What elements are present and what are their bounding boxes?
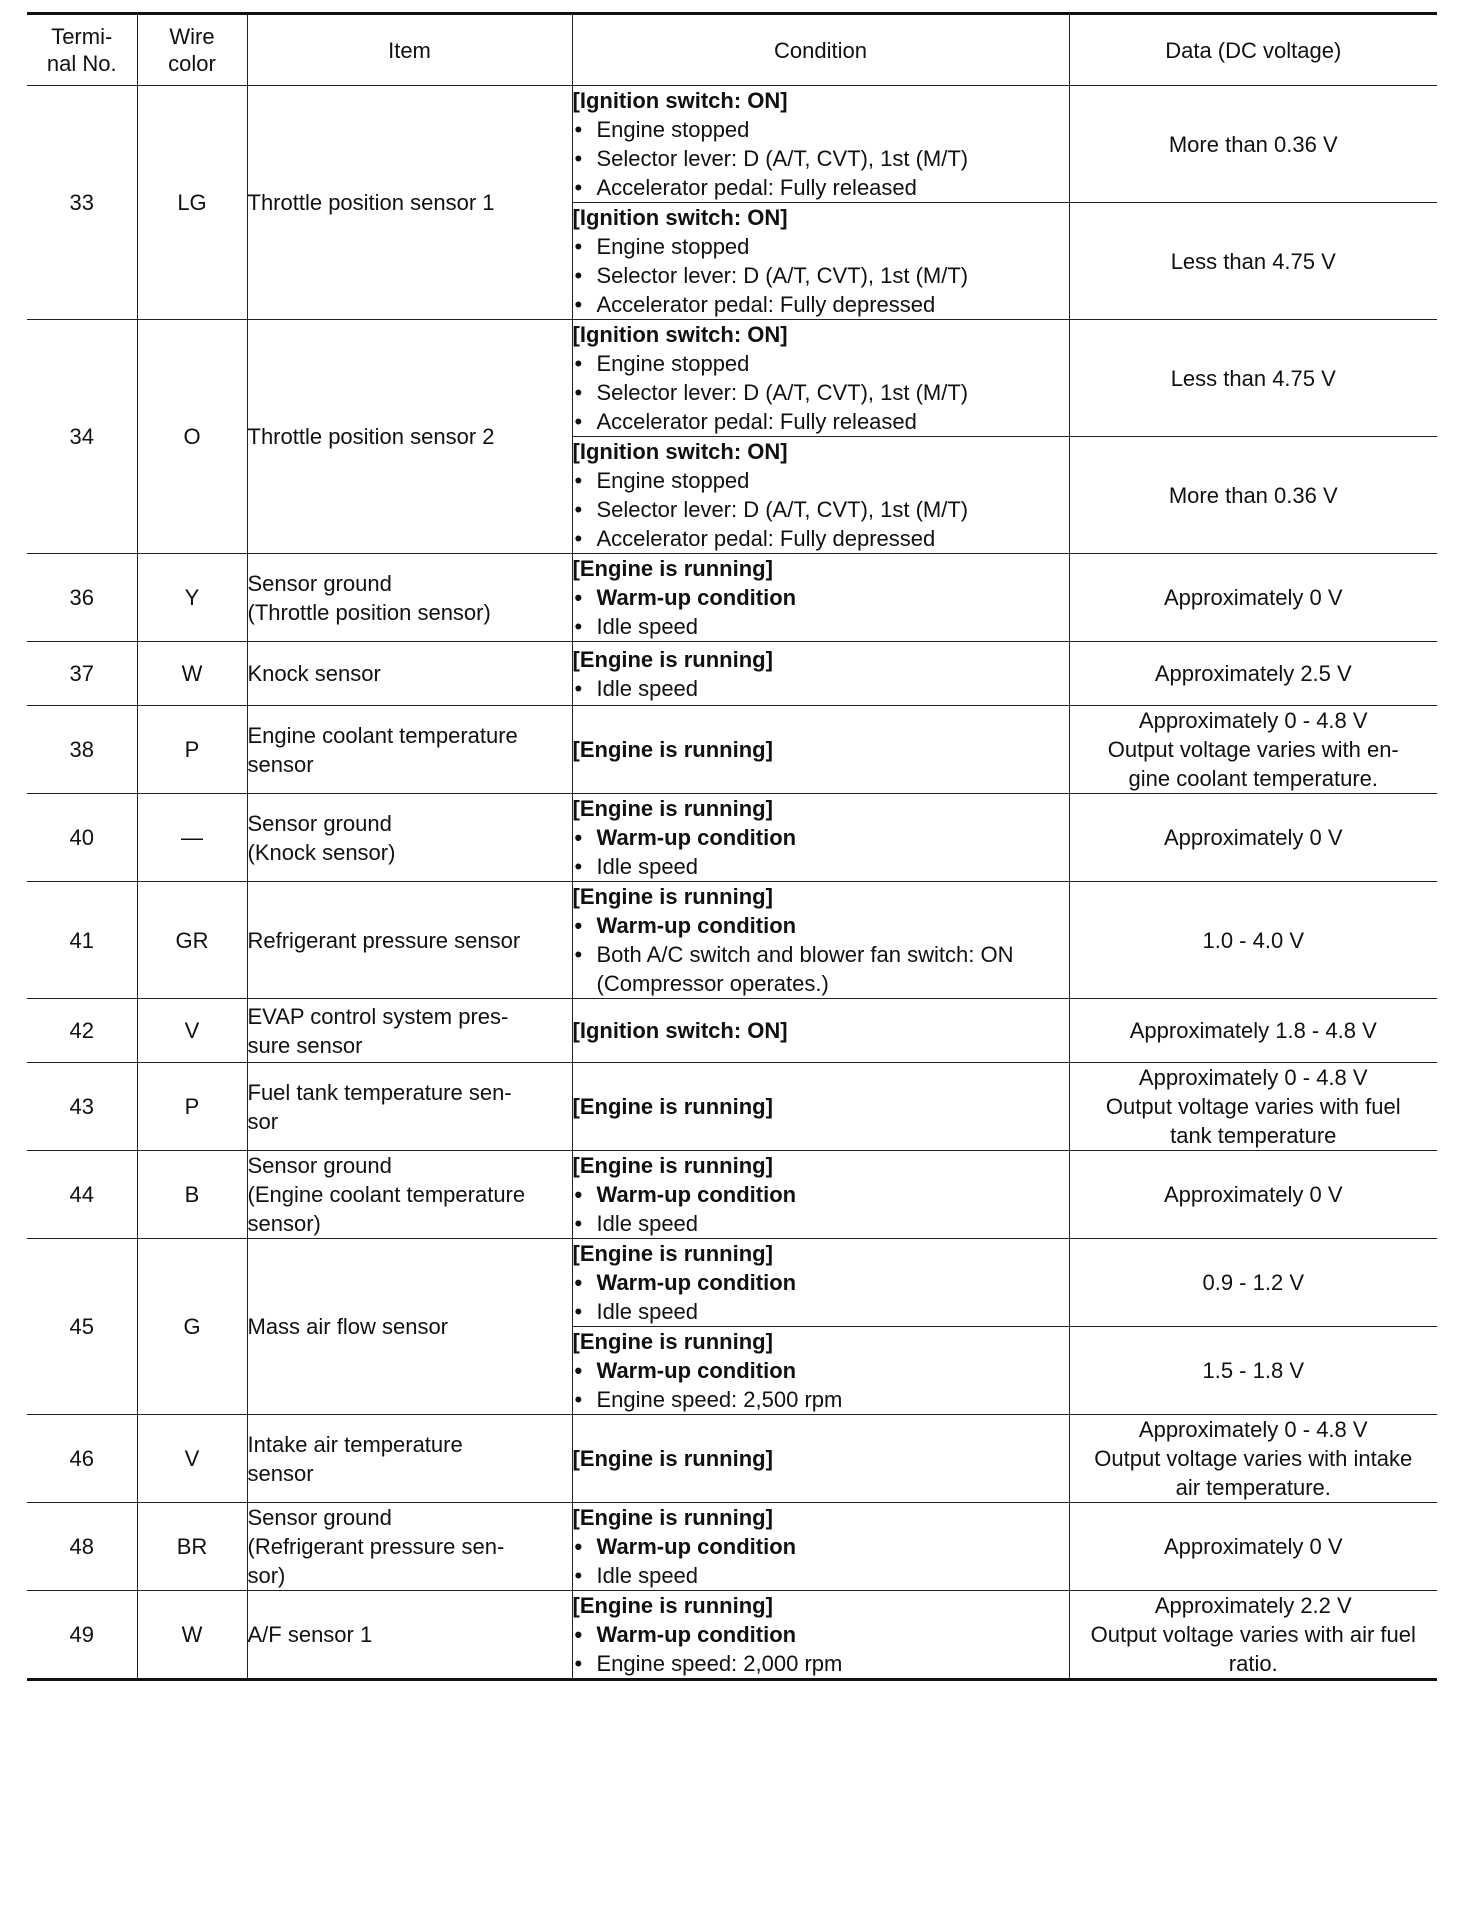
condition-bullet: • Engine stopped <box>573 115 1069 144</box>
data-value: 1.5 - 1.8 V <box>1069 1327 1437 1415</box>
condition-cell <box>572 706 1069 794</box>
condition-cell <box>572 1151 1069 1239</box>
condition-header: [Engine is running] <box>572 1593 773 1618</box>
item-name: Knock sensor <box>247 642 572 706</box>
wire-color: V <box>137 1415 247 1503</box>
terminal-no: 48 <box>27 1503 137 1591</box>
table-row <box>27 554 1437 642</box>
header-wire-color: Wire color <box>137 14 247 86</box>
condition-cell <box>572 86 1069 203</box>
wire-color: V <box>137 999 247 1063</box>
condition-bullet: • Engine stopped <box>573 232 1069 261</box>
condition-bullet: • Engine speed: 2,000 rpm <box>573 1649 1069 1678</box>
terminal-no: 41 <box>27 882 137 999</box>
table-row <box>27 706 1437 794</box>
terminal-no: 43 <box>27 1063 137 1151</box>
condition-bullet-bold: • Warm-up condition <box>573 1180 1069 1209</box>
condition-header: [Engine is running] <box>572 646 773 672</box>
item-name: Sensor ground (Knock sensor) <box>247 794 572 882</box>
table-row <box>27 1591 1437 1680</box>
condition-bullet: • Accelerator pedal: Fully depressed <box>573 524 1069 553</box>
terminal-no: 46 <box>27 1415 137 1503</box>
terminal-no: 34 <box>27 320 137 554</box>
condition-header: [Engine is running] <box>572 556 773 581</box>
wire-color: — <box>137 794 247 882</box>
condition-cell <box>572 1063 1069 1151</box>
table-row <box>27 86 1437 203</box>
item-name: Fuel tank temperature sen- sor <box>247 1063 572 1151</box>
header-condition: Condition <box>572 14 1069 86</box>
condition-bullet: • Engine stopped <box>573 466 1069 495</box>
data-value: 0.9 - 1.2 V <box>1069 1239 1437 1327</box>
condition-header: [Ignition switch: ON] <box>572 1018 788 1043</box>
wire-color: GR <box>137 882 247 999</box>
condition-cell <box>572 882 1069 999</box>
item-name: Sensor ground (Throttle position sensor) <box>247 554 572 642</box>
wire-color: B <box>137 1151 247 1239</box>
terminal-no: 42 <box>27 999 137 1063</box>
item-name: Refrigerant pressure sensor <box>247 882 572 999</box>
condition-header: [Ignition switch: ON] <box>572 439 788 464</box>
condition-header: [Ignition switch: ON] <box>572 322 788 347</box>
condition-header: [Ignition switch: ON] <box>572 88 788 113</box>
terminal-no: 44 <box>27 1151 137 1239</box>
wire-color: W <box>137 1591 247 1680</box>
condition-bullet-bold: • Warm-up condition <box>573 583 1069 612</box>
data-value: Approximately 0 V <box>1069 1151 1437 1239</box>
table-row <box>27 794 1437 882</box>
condition-bullet: • Idle speed <box>573 1297 1069 1326</box>
terminal-no: 40 <box>27 794 137 882</box>
wire-color: P <box>137 706 247 794</box>
condition-cell <box>572 320 1069 437</box>
terminal-no: 38 <box>27 706 137 794</box>
condition-bullet: • Selector lever: D (A/T, CVT), 1st (M/T) <box>573 378 1069 407</box>
data-value: Approximately 0 - 4.8 V Output voltage varies with intake air temperature. <box>1069 1415 1437 1503</box>
condition-cell <box>572 1415 1069 1503</box>
condition-bullet: • Accelerator pedal: Fully released <box>573 173 1069 202</box>
condition-bullet: • Accelerator pedal: Fully released <box>573 407 1069 436</box>
data-value: More than 0.36 V <box>1069 86 1437 203</box>
terminal-no: 37 <box>27 642 137 706</box>
table-row <box>27 1239 1437 1327</box>
table-row <box>27 1063 1437 1151</box>
table-row <box>27 999 1437 1063</box>
condition-bullet: • Both A/C switch and blower fan switch: ON <box>573 940 1069 969</box>
condition-cell <box>572 1503 1069 1591</box>
wire-color: BR <box>137 1503 247 1591</box>
condition-header: [Engine is running] <box>572 1505 773 1530</box>
condition-header: [Engine is running] <box>572 1094 773 1119</box>
item-name: EVAP control system pres- sure sensor <box>247 999 572 1063</box>
wire-color: LG <box>137 86 247 320</box>
data-value: 1.0 - 4.0 V <box>1069 882 1437 999</box>
item-name: Sensor ground (Refrigerant pressure sen- sor) <box>247 1503 572 1591</box>
condition-bullet: • Selector lever: D (A/T, CVT), 1st (M/T) <box>573 144 1069 173</box>
data-value: Less than 4.75 V <box>1069 203 1437 320</box>
condition-note: (Compressor operates.) <box>596 971 829 996</box>
condition-bullet-bold: • Warm-up condition <box>573 1268 1069 1297</box>
table-row <box>27 642 1437 706</box>
condition-bullet: • Idle speed <box>573 674 1069 703</box>
table-row <box>27 1503 1437 1591</box>
item-name: Engine coolant temperature sensor <box>247 706 572 794</box>
item-name: Mass air flow sensor <box>247 1239 572 1415</box>
data-value: More than 0.36 V <box>1069 437 1437 554</box>
data-value: Approximately 0 V <box>1069 794 1437 882</box>
condition-bullet: • Selector lever: D (A/T, CVT), 1st (M/T) <box>573 261 1069 290</box>
condition-header: [Engine is running] <box>572 796 773 821</box>
condition-bullet: • Idle speed <box>573 612 1069 641</box>
condition-cell <box>572 1327 1069 1415</box>
table-row <box>27 882 1437 999</box>
condition-header: [Engine is running] <box>572 737 773 762</box>
wire-color: G <box>137 1239 247 1415</box>
terminal-no: 33 <box>27 86 137 320</box>
condition-cell <box>572 437 1069 554</box>
item-name: A/F sensor 1 <box>247 1591 572 1680</box>
ecm-terminal-table <box>27 12 1437 1681</box>
data-value: Approximately 0 - 4.8 V Output voltage varies with en- gine coolant temperature. <box>1069 706 1437 794</box>
item-name: Sensor ground (Engine coolant temperature sensor) <box>247 1151 572 1239</box>
table-row <box>27 320 1437 437</box>
condition-header: [Engine is running] <box>572 1241 773 1266</box>
header-data: Data (DC voltage) <box>1069 14 1437 86</box>
header-item: Item <box>247 14 572 86</box>
item-name: Intake air temperature sensor <box>247 1415 572 1503</box>
item-name: Throttle position sensor 2 <box>247 320 572 554</box>
condition-cell <box>572 1239 1069 1327</box>
condition-header: [Engine is running] <box>572 884 773 909</box>
condition-bullet: • Engine stopped <box>573 349 1069 378</box>
condition-header: [Ignition switch: ON] <box>572 205 788 230</box>
table-row <box>27 1151 1437 1239</box>
data-value: Approximately 2.2 V Output voltage varies with air fuel ratio. <box>1069 1591 1437 1680</box>
condition-bullet-bold: • Warm-up condition <box>573 911 1069 940</box>
condition-bullet: • Idle speed <box>573 1209 1069 1238</box>
condition-bullet: • Idle speed <box>573 1561 1069 1590</box>
data-value: Less than 4.75 V <box>1069 320 1437 437</box>
header-terminal-no: Termi- nal No. <box>27 14 137 86</box>
terminal-no: 45 <box>27 1239 137 1415</box>
item-name: Throttle position sensor 1 <box>247 86 572 320</box>
condition-header: [Engine is running] <box>572 1329 773 1354</box>
condition-cell <box>572 642 1069 706</box>
wire-color: P <box>137 1063 247 1151</box>
condition-bullet-bold: • Warm-up condition <box>573 823 1069 852</box>
data-value: Approximately 1.8 - 4.8 V <box>1069 999 1437 1063</box>
data-value: Approximately 0 - 4.8 V Output voltage varies with fuel tank temperature <box>1069 1063 1437 1151</box>
table-header-row <box>27 14 1437 86</box>
condition-bullet-bold: • Warm-up condition <box>573 1356 1069 1385</box>
condition-cell <box>572 554 1069 642</box>
condition-header: [Engine is running] <box>572 1153 773 1178</box>
condition-bullet: • Engine speed: 2,500 rpm <box>573 1385 1069 1414</box>
condition-cell <box>572 794 1069 882</box>
condition-bullet-bold: • Warm-up condition <box>573 1532 1069 1561</box>
condition-cell <box>572 1591 1069 1680</box>
wire-color: O <box>137 320 247 554</box>
terminal-no: 49 <box>27 1591 137 1680</box>
data-value: Approximately 0 V <box>1069 554 1437 642</box>
table-row <box>27 1415 1437 1503</box>
condition-bullet-bold: • Warm-up condition <box>573 1620 1069 1649</box>
wire-color: Y <box>137 554 247 642</box>
condition-cell <box>572 203 1069 320</box>
data-value: Approximately 0 V <box>1069 1503 1437 1591</box>
condition-bullet: • Selector lever: D (A/T, CVT), 1st (M/T) <box>573 495 1069 524</box>
terminal-data-sheet <box>27 12 1437 1681</box>
condition-bullet: • Idle speed <box>573 852 1069 881</box>
terminal-no: 36 <box>27 554 137 642</box>
data-value: Approximately 2.5 V <box>1069 642 1437 706</box>
condition-header: [Engine is running] <box>572 1446 773 1471</box>
condition-bullet: • Accelerator pedal: Fully depressed <box>573 290 1069 319</box>
wire-color: W <box>137 642 247 706</box>
condition-cell <box>572 999 1069 1063</box>
